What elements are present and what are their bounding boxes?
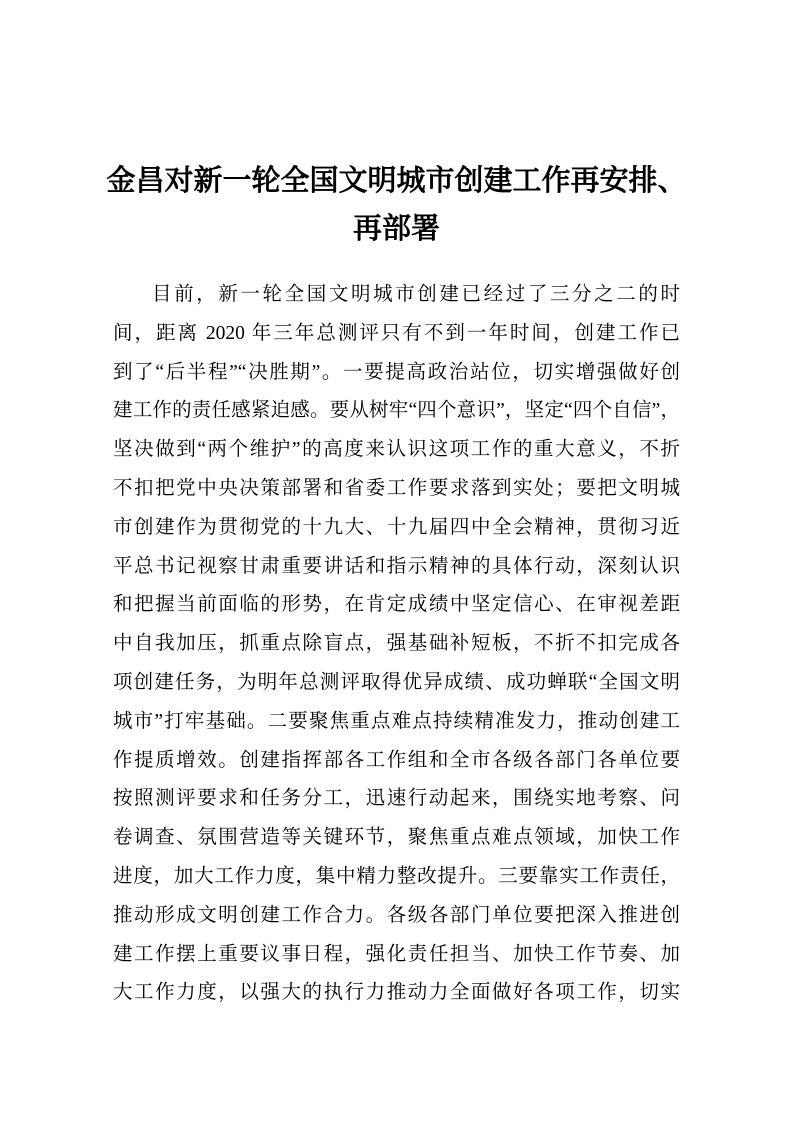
- body-text-line: 间，距离 2020 年三年总测评只有不到一年时间，创建工作已: [113, 322, 680, 344]
- body-text-line: 市创建作为贯彻党的十九大、十九届四中全会精神，贯彻习近: [113, 516, 680, 538]
- body-text-line: 和把握当前面临的形势，在肯定成绩中坚定信心、在审视差距: [113, 594, 680, 616]
- body-text-line: 中自我加压，抓重点除盲点，强基础补短板，不折不扣完成各: [113, 633, 680, 655]
- body-text-line: 卷调查、氛围营造等关键环节，聚焦重点难点领域，加快工作: [113, 827, 680, 849]
- body-text-line: 按照测评要求和任务分工，迅速行动起来，围绕实地考察、问: [113, 788, 680, 810]
- body-text-line: 坚决做到“两个维护”的高度来认识这项工作的重大意义，不折: [113, 439, 680, 461]
- document-title: [0, 0, 793, 253]
- document-body: [113, 276, 680, 1013]
- body-text-line: 目前，新一轮全国文明城市创建已经过了三分之二的时: [152, 284, 680, 305]
- body-text-line: 项创建任务，为明年总测评取得优异成绩、成功蝉联“全国文明: [113, 671, 680, 693]
- body-text-line: 大工作力度，以强大的执行力推动力全面做好各项工作，切实: [113, 982, 680, 1004]
- title-line-2: 再部署: [352, 213, 440, 245]
- body-text-line: 建工作摆上重要议事日程，强化责任担当、加快工作节奏、加: [113, 943, 680, 965]
- body-text-line: 进度，加大工作力度，集中精力整改提升。三要靠实工作责任，: [113, 865, 680, 887]
- body-text-line: 作提质增效。创建指挥部各工作组和全市各级各部门各单位要: [113, 749, 680, 771]
- body-text-line: 城市”打牢基础。二要聚焦重点难点持续精准发力，推动创建工: [113, 710, 680, 732]
- title-line-1: 金昌对新一轮全国文明城市创建工作再安排、: [106, 165, 687, 197]
- body-text-line: 推动形成文明创建工作合力。各级各部门单位要把深入推进创: [113, 904, 680, 926]
- body-text-line: 不扣把党中央决策部署和省委工作要求落到实处；要把文明城: [113, 477, 680, 499]
- body-text-line: 平总书记视察甘肃重要讲话和指示精神的具体行动，深刻认识: [113, 555, 680, 577]
- body-text-line: 到了“后半程”“决胜期”。一要提高政治站位，切实增强做好创: [113, 361, 680, 383]
- body-text-line: 建工作的责任感紧迫感。要从树牢“四个意识”，坚定“四个自信”，: [113, 400, 680, 422]
